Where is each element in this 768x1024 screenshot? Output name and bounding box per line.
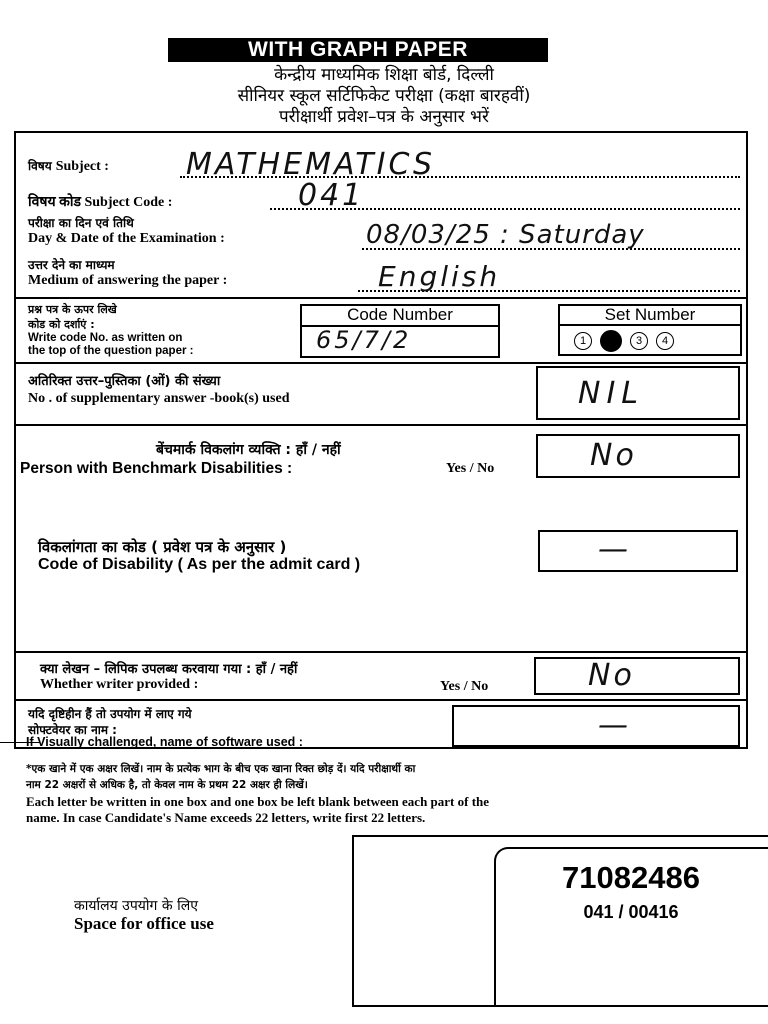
exam-name-hindi: सीनियर स्कूल सर्टिफिकेट परीक्षा (कक्षा बारहवीं)	[237, 86, 531, 106]
medium-label: Medium of answering the paper :	[28, 273, 228, 288]
divider	[14, 424, 748, 426]
graph-paper-banner: WITH GRAPH PAPER	[168, 38, 548, 62]
subject-field[interactable]: MATHEMATICS	[186, 147, 436, 182]
divider	[14, 362, 748, 364]
disability-box[interactable]	[536, 434, 740, 478]
writer-label-hindi: क्या लेखन – लिपिक उपलब्ध करवाया गया : हाँ / नहीं	[40, 662, 298, 677]
software-box[interactable]	[452, 705, 740, 747]
subject-code-label: विषय कोड Subject Code :	[28, 195, 173, 210]
subject-code-field[interactable]: 041	[298, 178, 365, 213]
disability-code-label: Code of Disability ( As per the admit card )	[38, 556, 361, 573]
code-label-en-2: the top of the question paper :	[28, 345, 194, 357]
code-label-en-1: Write code No. as written on	[28, 332, 183, 344]
writer-box[interactable]	[534, 657, 740, 695]
note-hindi-1: *एक खाने में एक अक्षर लिखें। नाम के प्रत्येक भाग के बीच एक खाना रिक्त छोड़ दें। यदि परीक्षार्थी का	[26, 763, 416, 775]
note-english-2: name. In case Candidate's Name exceeds 22 letters, write first 22 letters.	[26, 810, 426, 825]
exam-date-field[interactable]: 08/03/25 : Saturday	[366, 220, 645, 250]
code-number-header: Code Number	[300, 305, 500, 327]
code-label-hindi-1: प्रश्न पत्र के ऊपर लिखे	[28, 303, 117, 316]
note-english-1: Each letter be written in one box and one box be left blank between each part of the	[26, 794, 490, 809]
supplementary-field: NIL	[578, 376, 645, 411]
software-field: —	[598, 708, 631, 743]
set-option-1[interactable]: 1	[574, 332, 592, 350]
disability-yes-no: Yes / No	[446, 461, 495, 476]
exam-date-label-hindi: परीक्षा का दिन एवं तिथि	[28, 216, 134, 230]
supplementary-label-hindi: अतिरिक्त उत्तर–पुस्तिका (ओं) की संख्या	[28, 374, 221, 389]
medium-field[interactable]: English	[378, 260, 501, 293]
disability-label: Person with Benchmark Disabilities :	[20, 460, 293, 477]
instruction-hindi: परीक्षार्थी प्रवेश–पत्र के अनुसार भरें	[279, 107, 489, 127]
office-label-hindi: कार्यालय उपयोग के लिए	[74, 898, 198, 914]
disability-code-box[interactable]	[538, 530, 738, 572]
software-label-hindi-1: यदि दृष्टिहीन हैं तो उपयोग में लाए गये	[28, 707, 192, 721]
code-number-field[interactable]: 65/7/2	[316, 326, 412, 354]
writer-yes-no: Yes / No	[440, 679, 489, 694]
subject-label: विषय Subject :	[28, 159, 109, 174]
divider	[14, 297, 748, 299]
software-label-hindi-2: सोफ्टवेयर का नाम :	[28, 723, 117, 737]
divider	[14, 651, 748, 653]
office-label: Space for office use	[74, 914, 214, 933]
divider	[14, 699, 748, 701]
disability-field: No	[590, 438, 637, 473]
disability-code-label-hindi: विकलांगता का कोड ( प्रवेश पत्र के अनुसार )	[38, 538, 287, 556]
set-options	[572, 330, 676, 352]
set-option-2-selected[interactable]: 2	[600, 330, 622, 352]
exam-date-label: Day & Date of the Examination :	[28, 231, 225, 246]
centre-code: 041 / 00416	[583, 902, 679, 922]
supplementary-label: No . of supplementary answer -book(s) used	[28, 391, 290, 406]
writer-field: No	[588, 658, 635, 693]
disability-code-field: —	[598, 532, 631, 567]
set-option-4[interactable]: 4	[656, 332, 674, 350]
edge-mark	[0, 742, 40, 743]
board-name-hindi: केन्द्रीय माध्यमिक शिक्षा बोर्ड, दिल्ली	[274, 65, 494, 85]
medium-label-hindi: उत्तर देने का माध्यम	[28, 258, 115, 272]
software-label: If Visually challenged, name of software used :	[26, 735, 303, 749]
writer-label: Whether writer provided :	[40, 677, 199, 692]
code-label-hindi-2: कोड को दर्शाएं :	[28, 318, 95, 331]
set-number-header: Set Number	[558, 305, 742, 326]
roll-number: 71082486	[562, 860, 700, 895]
disability-label-hindi: बेंचमार्क विकलांग व्यक्ति : हाँ / नहीं	[156, 442, 341, 458]
set-option-3[interactable]: 3	[630, 332, 648, 350]
note-hindi-2: नाम 22 अक्षरों से अधिक है, तो केवल नाम के प्रथम 22 अक्षर ही लिखें।	[26, 779, 308, 791]
